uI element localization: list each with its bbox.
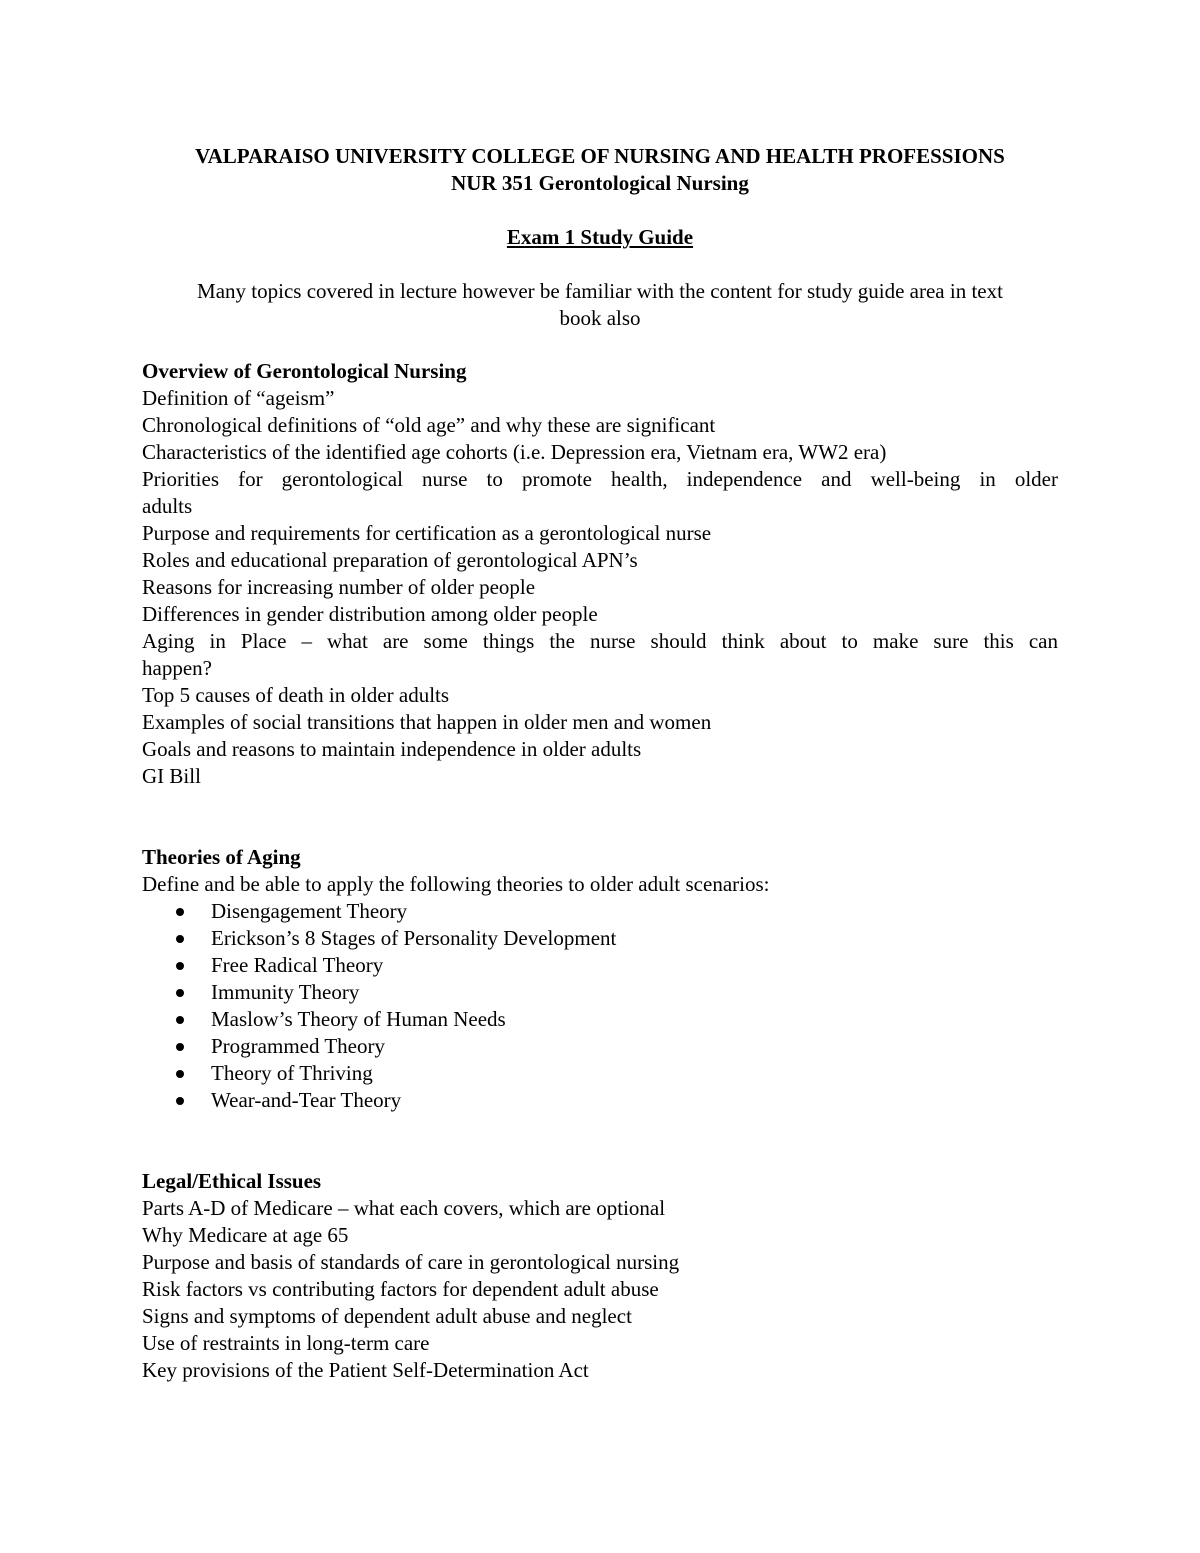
- list-item: Aging in Place – what are some things the nurse should think about to make sure this can: [142, 629, 1058, 653]
- theories-bullet-list: [142, 898, 1058, 1114]
- list-item: Parts A-D of Medicare – what each covers, which are optional: [142, 1196, 666, 1220]
- list-item: adults: [142, 494, 193, 518]
- theories-intro: Define and be able to apply the following theories to older adult scenarios:: [142, 872, 770, 896]
- list-item: Risk factors vs contributing factors for dependent adult abuse: [142, 1277, 659, 1301]
- list-item: Signs and symptoms of dependent adult abuse and neglect: [142, 1304, 632, 1328]
- intro-text: [142, 278, 1058, 332]
- bullet-item: Maslow’s Theory of Human Needs: [142, 1006, 1058, 1033]
- list-item: happen?: [142, 656, 212, 680]
- institution-title: VALPARAISO UNIVERSITY COLLEGE OF NURSING AND HEALTH PROFESSIONS: [195, 144, 1005, 168]
- bullet-item: Wear-and-Tear Theory: [142, 1087, 1058, 1114]
- list-item: Examples of social transitions that happen in older men and women: [142, 710, 712, 734]
- bullet-item: Erickson’s 8 Stages of Personality Development: [142, 925, 1058, 952]
- bullet-item: Disengagement Theory: [142, 898, 1058, 925]
- bullet-item: Programmed Theory: [142, 1033, 1058, 1060]
- course-title: NUR 351 Gerontological Nursing: [451, 171, 749, 195]
- section-heading-legal: Legal/Ethical Issues: [142, 1169, 322, 1193]
- list-item: Why Medicare at age 65: [142, 1223, 349, 1247]
- section-heading-overview: Overview of Gerontological Nursing: [142, 359, 467, 383]
- study-guide-title: Exam 1 Study Guide: [506, 225, 694, 249]
- list-item: Key provisions of the Patient Self-Determination Act: [142, 1358, 589, 1382]
- bullet-item: Free Radical Theory: [142, 952, 1058, 979]
- list-item: Priorities for gerontological nurse to promote health, independence and well-being in older: [142, 467, 1058, 491]
- bullet-item: Theory of Thriving: [142, 1060, 1058, 1087]
- list-item: Use of restraints in long-term care: [142, 1331, 430, 1355]
- list-item: Differences in gender distribution among older people: [142, 602, 598, 626]
- legal-list: [142, 1195, 1058, 1384]
- list-item: Top 5 causes of death in older adults: [142, 683, 450, 707]
- document-page: [142, 143, 1058, 1384]
- list-item: Goals and reasons to maintain independence in older adults: [142, 737, 642, 761]
- list-item: Purpose and basis of standards of care in gerontological nursing: [142, 1250, 680, 1274]
- section-heading-theories: Theories of Aging: [142, 845, 301, 869]
- list-item: Roles and educational preparation of gerontological APN’s: [142, 548, 638, 572]
- list-item: GI Bill: [142, 764, 201, 788]
- intro-line-2: book also: [559, 306, 641, 330]
- list-item: Characteristics of the identified age cohorts (i.e. Depression era, Vietnam era, WW2 era): [142, 440, 887, 464]
- list-item: Reasons for increasing number of older people: [142, 575, 536, 599]
- list-item: Definition of “ageism”: [142, 386, 335, 410]
- bullet-item: Immunity Theory: [142, 979, 1058, 1006]
- list-item: Purpose and requirements for certification as a gerontological nurse: [142, 521, 712, 545]
- list-item: Chronological definitions of “old age” and why these are significant: [142, 413, 716, 437]
- intro-line-1: Many topics covered in lecture however be familiar with the content for study guide area in text: [197, 279, 1003, 303]
- overview-list: [142, 385, 1058, 790]
